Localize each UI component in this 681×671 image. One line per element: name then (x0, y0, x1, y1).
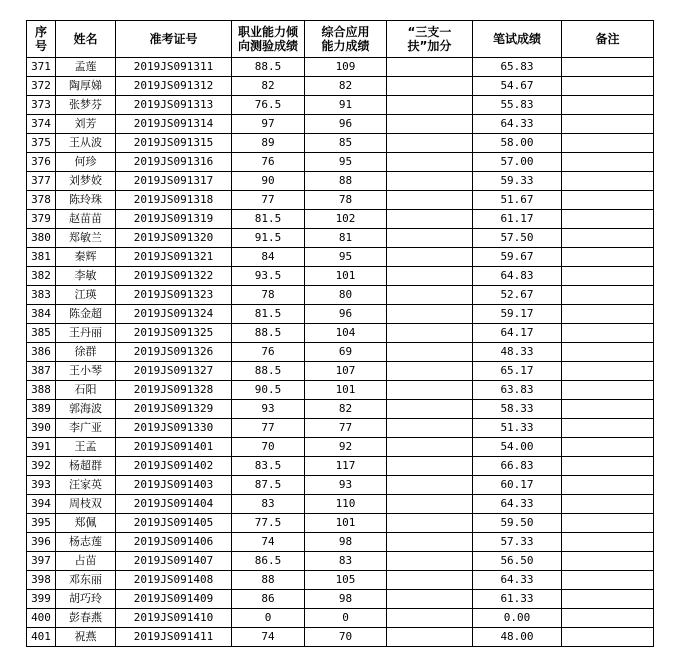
cell-written: 54.00 (473, 438, 562, 457)
cell-vocational: 87.5 (232, 476, 305, 495)
cell-notes (562, 77, 654, 96)
table-row (27, 343, 654, 362)
cell-ticket: 2019JS091407 (116, 552, 232, 571)
cell-written: 65.83 (473, 58, 562, 77)
cell-written: 51.67 (473, 191, 562, 210)
table-row (27, 476, 654, 495)
cell-name: 李广亚 (56, 419, 116, 438)
cell-notes (562, 438, 654, 457)
cell-seq: 373 (27, 96, 56, 115)
cell-seq: 371 (27, 58, 56, 77)
cell-seq: 386 (27, 343, 56, 362)
cell-bonus (387, 514, 473, 533)
cell-written: 51.33 (473, 419, 562, 438)
cell-comprehensive: 96 (305, 115, 387, 134)
cell-bonus (387, 153, 473, 172)
cell-notes (562, 400, 654, 419)
cell-comprehensive: 95 (305, 153, 387, 172)
cell-written: 56.50 (473, 552, 562, 571)
cell-written: 64.33 (473, 495, 562, 514)
cell-bonus (387, 476, 473, 495)
cell-ticket: 2019JS091327 (116, 362, 232, 381)
cell-seq: 399 (27, 590, 56, 609)
cell-bonus (387, 305, 473, 324)
table-row (27, 115, 654, 134)
cell-ticket: 2019JS091403 (116, 476, 232, 495)
cell-written: 48.33 (473, 343, 562, 362)
cell-seq: 397 (27, 552, 56, 571)
cell-name: 彭春燕 (56, 609, 116, 628)
cell-bonus (387, 609, 473, 628)
cell-written: 59.67 (473, 248, 562, 267)
cell-ticket: 2019JS091326 (116, 343, 232, 362)
header-notes: 备注 (562, 21, 654, 58)
cell-bonus (387, 419, 473, 438)
cell-name: 陶厚娣 (56, 77, 116, 96)
table-row (27, 172, 654, 191)
table-row (27, 495, 654, 514)
cell-name: 祝燕 (56, 628, 116, 647)
cell-ticket: 2019JS091405 (116, 514, 232, 533)
table-row (27, 400, 654, 419)
cell-written: 57.50 (473, 229, 562, 248)
cell-notes (562, 58, 654, 77)
cell-bonus (387, 552, 473, 571)
cell-bonus (387, 457, 473, 476)
cell-comprehensive: 98 (305, 590, 387, 609)
cell-bonus (387, 229, 473, 248)
cell-name: 杨志莲 (56, 533, 116, 552)
cell-ticket: 2019JS091314 (116, 115, 232, 134)
cell-written: 61.17 (473, 210, 562, 229)
cell-comprehensive: 81 (305, 229, 387, 248)
cell-name: 王孟 (56, 438, 116, 457)
cell-bonus (387, 134, 473, 153)
cell-vocational: 88 (232, 571, 305, 590)
header-vocational: 职业能力倾向测验成绩 (232, 21, 305, 58)
header-ticket: 准考证号 (116, 21, 232, 58)
header-comprehensive: 综合应用能力成绩 (305, 21, 387, 58)
cell-name: 李敏 (56, 267, 116, 286)
cell-vocational: 76 (232, 153, 305, 172)
cell-written: 59.50 (473, 514, 562, 533)
cell-ticket: 2019JS091317 (116, 172, 232, 191)
cell-comprehensive: 95 (305, 248, 387, 267)
cell-seq: 392 (27, 457, 56, 476)
cell-name: 郑敏兰 (56, 229, 116, 248)
cell-seq: 385 (27, 324, 56, 343)
cell-comprehensive: 101 (305, 381, 387, 400)
cell-vocational: 90.5 (232, 381, 305, 400)
cell-written: 66.83 (473, 457, 562, 476)
cell-notes (562, 172, 654, 191)
table-row (27, 77, 654, 96)
cell-bonus (387, 533, 473, 552)
table-row (27, 438, 654, 457)
cell-seq: 390 (27, 419, 56, 438)
cell-vocational: 74 (232, 533, 305, 552)
cell-name: 秦辉 (56, 248, 116, 267)
cell-comprehensive: 78 (305, 191, 387, 210)
table-row (27, 324, 654, 343)
cell-name: 汪家英 (56, 476, 116, 495)
cell-seq: 393 (27, 476, 56, 495)
cell-comprehensive: 83 (305, 552, 387, 571)
cell-vocational: 77 (232, 191, 305, 210)
cell-vocational: 76.5 (232, 96, 305, 115)
cell-bonus (387, 115, 473, 134)
cell-seq: 376 (27, 153, 56, 172)
header-row (27, 21, 654, 58)
cell-vocational: 84 (232, 248, 305, 267)
cell-written: 57.00 (473, 153, 562, 172)
cell-vocational: 83.5 (232, 457, 305, 476)
cell-written: 54.67 (473, 77, 562, 96)
table-row (27, 286, 654, 305)
cell-vocational: 74 (232, 628, 305, 647)
table-row (27, 552, 654, 571)
cell-name: 江瑛 (56, 286, 116, 305)
cell-notes (562, 457, 654, 476)
cell-notes (562, 552, 654, 571)
cell-seq: 384 (27, 305, 56, 324)
cell-seq: 388 (27, 381, 56, 400)
cell-comprehensive: 85 (305, 134, 387, 153)
cell-bonus (387, 248, 473, 267)
table-row (27, 248, 654, 267)
cell-notes (562, 590, 654, 609)
cell-ticket: 2019JS091316 (116, 153, 232, 172)
cell-name: 刘梦姣 (56, 172, 116, 191)
cell-bonus (387, 381, 473, 400)
cell-name: 何珍 (56, 153, 116, 172)
cell-comprehensive: 88 (305, 172, 387, 191)
table-row (27, 571, 654, 590)
cell-written: 64.17 (473, 324, 562, 343)
cell-notes (562, 533, 654, 552)
cell-bonus (387, 362, 473, 381)
cell-written: 64.33 (473, 571, 562, 590)
cell-comprehensive: 96 (305, 305, 387, 324)
cell-notes (562, 514, 654, 533)
cell-notes (562, 381, 654, 400)
cell-seq: 398 (27, 571, 56, 590)
score-table (26, 20, 654, 647)
cell-vocational: 88.5 (232, 58, 305, 77)
cell-notes (562, 609, 654, 628)
cell-seq: 401 (27, 628, 56, 647)
cell-ticket: 2019JS091402 (116, 457, 232, 476)
header-name: 姓名 (56, 21, 116, 58)
cell-vocational: 88.5 (232, 324, 305, 343)
cell-vocational: 76 (232, 343, 305, 362)
cell-written: 52.67 (473, 286, 562, 305)
header-written: 笔试成绩 (473, 21, 562, 58)
cell-notes (562, 419, 654, 438)
cell-written: 64.33 (473, 115, 562, 134)
cell-name: 刘芳 (56, 115, 116, 134)
table-row (27, 419, 654, 438)
cell-seq: 400 (27, 609, 56, 628)
cell-bonus (387, 286, 473, 305)
cell-comprehensive: 77 (305, 419, 387, 438)
cell-bonus (387, 77, 473, 96)
cell-seq: 375 (27, 134, 56, 153)
cell-ticket: 2019JS091329 (116, 400, 232, 419)
cell-notes (562, 286, 654, 305)
table-row (27, 533, 654, 552)
cell-vocational: 82 (232, 77, 305, 96)
cell-vocational: 77 (232, 419, 305, 438)
cell-notes (562, 324, 654, 343)
cell-bonus (387, 495, 473, 514)
cell-name: 王从波 (56, 134, 116, 153)
cell-seq: 395 (27, 514, 56, 533)
cell-bonus (387, 267, 473, 286)
cell-vocational: 70 (232, 438, 305, 457)
cell-notes (562, 248, 654, 267)
cell-ticket: 2019JS091318 (116, 191, 232, 210)
table-row (27, 590, 654, 609)
cell-seq: 379 (27, 210, 56, 229)
cell-comprehensive: 82 (305, 77, 387, 96)
cell-vocational: 81.5 (232, 210, 305, 229)
cell-vocational: 97 (232, 115, 305, 134)
cell-notes (562, 229, 654, 248)
cell-ticket: 2019JS091323 (116, 286, 232, 305)
cell-notes (562, 267, 654, 286)
table-row (27, 628, 654, 647)
cell-ticket: 2019JS091411 (116, 628, 232, 647)
table-row (27, 267, 654, 286)
cell-name: 陈金超 (56, 305, 116, 324)
cell-comprehensive: 98 (305, 533, 387, 552)
cell-bonus (387, 191, 473, 210)
cell-comprehensive: 91 (305, 96, 387, 115)
cell-bonus (387, 438, 473, 457)
cell-notes (562, 153, 654, 172)
cell-comprehensive: 80 (305, 286, 387, 305)
cell-name: 徐群 (56, 343, 116, 362)
cell-ticket: 2019JS091312 (116, 77, 232, 96)
table-row (27, 191, 654, 210)
cell-written: 55.83 (473, 96, 562, 115)
cell-comprehensive: 93 (305, 476, 387, 495)
cell-name: 陈玲珠 (56, 191, 116, 210)
cell-notes (562, 571, 654, 590)
cell-vocational: 93 (232, 400, 305, 419)
table-row (27, 457, 654, 476)
cell-comprehensive: 69 (305, 343, 387, 362)
cell-comprehensive: 82 (305, 400, 387, 419)
cell-ticket: 2019JS091409 (116, 590, 232, 609)
cell-notes (562, 115, 654, 134)
cell-bonus (387, 400, 473, 419)
table-row (27, 96, 654, 115)
cell-name: 郑佩 (56, 514, 116, 533)
cell-seq: 383 (27, 286, 56, 305)
cell-ticket: 2019JS091322 (116, 267, 232, 286)
cell-ticket: 2019JS091315 (116, 134, 232, 153)
cell-written: 58.33 (473, 400, 562, 419)
cell-notes (562, 495, 654, 514)
cell-vocational: 93.5 (232, 267, 305, 286)
cell-ticket: 2019JS091320 (116, 229, 232, 248)
table-row (27, 58, 654, 77)
cell-notes (562, 305, 654, 324)
cell-comprehensive: 101 (305, 267, 387, 286)
cell-bonus (387, 58, 473, 77)
cell-name: 郭海波 (56, 400, 116, 419)
table-row (27, 134, 654, 153)
cell-vocational: 86 (232, 590, 305, 609)
cell-seq: 387 (27, 362, 56, 381)
cell-name: 周枝双 (56, 495, 116, 514)
cell-ticket: 2019JS091330 (116, 419, 232, 438)
cell-written: 59.33 (473, 172, 562, 191)
cell-ticket: 2019JS091313 (116, 96, 232, 115)
cell-ticket: 2019JS091321 (116, 248, 232, 267)
header-seq: 序号 (27, 21, 56, 58)
cell-vocational: 81.5 (232, 305, 305, 324)
header-bonus: “三支一扶”加分 (387, 21, 473, 58)
cell-comprehensive: 0 (305, 609, 387, 628)
cell-seq: 389 (27, 400, 56, 419)
cell-notes (562, 134, 654, 153)
cell-name: 赵苗苗 (56, 210, 116, 229)
table-row (27, 210, 654, 229)
cell-ticket: 2019JS091324 (116, 305, 232, 324)
cell-written: 61.33 (473, 590, 562, 609)
table-row (27, 153, 654, 172)
cell-ticket: 2019JS091410 (116, 609, 232, 628)
cell-name: 胡巧玲 (56, 590, 116, 609)
cell-comprehensive: 107 (305, 362, 387, 381)
cell-seq: 380 (27, 229, 56, 248)
cell-bonus (387, 324, 473, 343)
cell-vocational: 83 (232, 495, 305, 514)
cell-bonus (387, 96, 473, 115)
table-row (27, 514, 654, 533)
cell-ticket: 2019JS091406 (116, 533, 232, 552)
cell-bonus (387, 210, 473, 229)
cell-name: 张梦芬 (56, 96, 116, 115)
cell-vocational: 89 (232, 134, 305, 153)
cell-written: 57.33 (473, 533, 562, 552)
cell-written: 59.17 (473, 305, 562, 324)
cell-bonus (387, 628, 473, 647)
cell-ticket: 2019JS091319 (116, 210, 232, 229)
cell-ticket: 2019JS091408 (116, 571, 232, 590)
cell-seq: 391 (27, 438, 56, 457)
cell-bonus (387, 343, 473, 362)
table-row (27, 305, 654, 324)
cell-notes (562, 191, 654, 210)
cell-seq: 372 (27, 77, 56, 96)
cell-name: 占苗 (56, 552, 116, 571)
table-row (27, 229, 654, 248)
cell-name: 王丹丽 (56, 324, 116, 343)
cell-comprehensive: 105 (305, 571, 387, 590)
cell-ticket: 2019JS091311 (116, 58, 232, 77)
cell-bonus (387, 571, 473, 590)
cell-written: 60.17 (473, 476, 562, 495)
cell-vocational: 86.5 (232, 552, 305, 571)
cell-name: 杨超群 (56, 457, 116, 476)
cell-vocational: 88.5 (232, 362, 305, 381)
cell-notes (562, 628, 654, 647)
cell-vocational: 90 (232, 172, 305, 191)
cell-seq: 381 (27, 248, 56, 267)
cell-ticket: 2019JS091404 (116, 495, 232, 514)
cell-seq: 378 (27, 191, 56, 210)
cell-vocational: 0 (232, 609, 305, 628)
cell-notes (562, 362, 654, 381)
cell-notes (562, 96, 654, 115)
cell-written: 64.83 (473, 267, 562, 286)
cell-ticket: 2019JS091328 (116, 381, 232, 400)
cell-name: 邓东丽 (56, 571, 116, 590)
cell-comprehensive: 117 (305, 457, 387, 476)
cell-name: 石阳 (56, 381, 116, 400)
cell-bonus (387, 172, 473, 191)
cell-written: 63.83 (473, 381, 562, 400)
cell-name: 王小琴 (56, 362, 116, 381)
cell-notes (562, 210, 654, 229)
cell-comprehensive: 101 (305, 514, 387, 533)
cell-bonus (387, 590, 473, 609)
cell-comprehensive: 92 (305, 438, 387, 457)
cell-seq: 394 (27, 495, 56, 514)
cell-written: 58.00 (473, 134, 562, 153)
table-row (27, 362, 654, 381)
cell-written: 0.00 (473, 609, 562, 628)
cell-vocational: 78 (232, 286, 305, 305)
cell-seq: 396 (27, 533, 56, 552)
cell-written: 65.17 (473, 362, 562, 381)
cell-notes (562, 343, 654, 362)
table-row (27, 609, 654, 628)
cell-seq: 377 (27, 172, 56, 191)
cell-written: 48.00 (473, 628, 562, 647)
cell-comprehensive: 110 (305, 495, 387, 514)
cell-comprehensive: 102 (305, 210, 387, 229)
cell-ticket: 2019JS091325 (116, 324, 232, 343)
cell-comprehensive: 109 (305, 58, 387, 77)
cell-ticket: 2019JS091401 (116, 438, 232, 457)
cell-notes (562, 476, 654, 495)
cell-comprehensive: 70 (305, 628, 387, 647)
cell-seq: 374 (27, 115, 56, 134)
cell-vocational: 77.5 (232, 514, 305, 533)
cell-name: 孟莲 (56, 58, 116, 77)
cell-comprehensive: 104 (305, 324, 387, 343)
cell-vocational: 91.5 (232, 229, 305, 248)
table-row (27, 381, 654, 400)
cell-seq: 382 (27, 267, 56, 286)
